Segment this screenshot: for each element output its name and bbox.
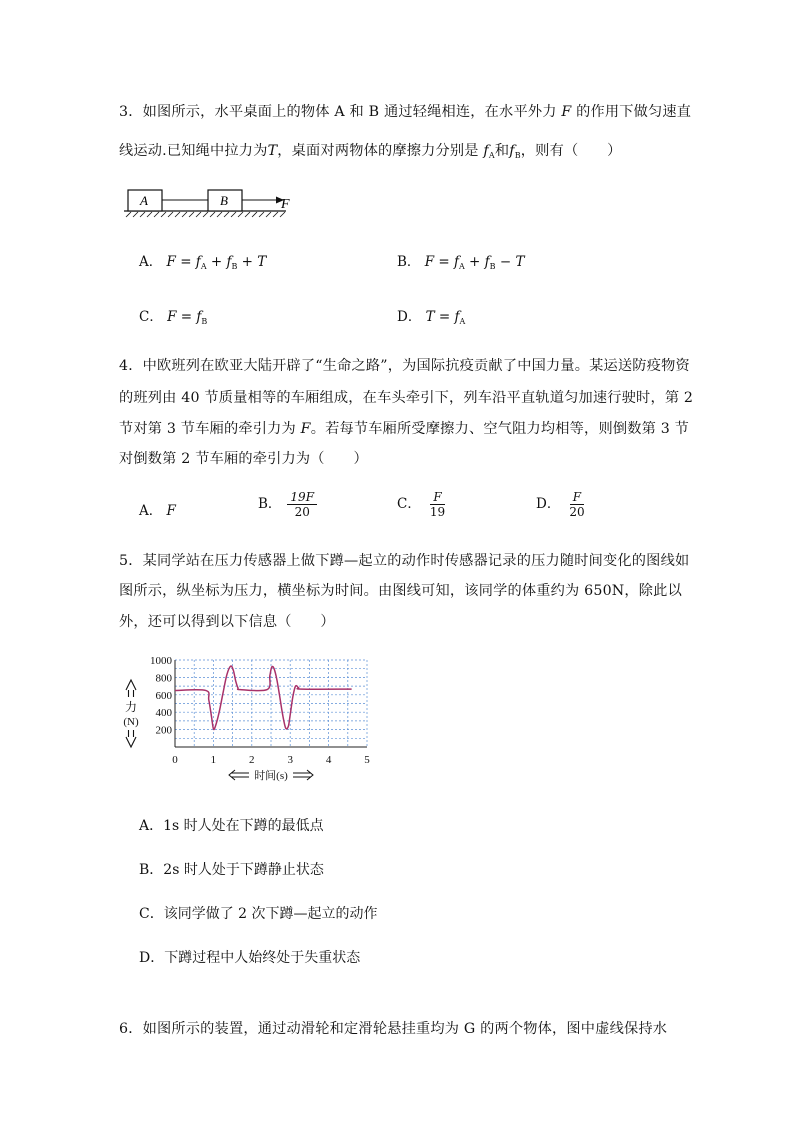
force-curve: [175, 666, 352, 730]
y-tick-label: 600: [155, 689, 172, 702]
x-tick-label: 1: [210, 754, 217, 766]
q4-option-a[interactable]: A． F: [139, 503, 176, 519]
q4-line-2: 的班列由 40 节质量相等的车厢组成，在车头牵引下，列车沿平直轨道匀加速行驶时，第 2: [119, 390, 694, 406]
q5-option-c[interactable]: C．该同学做了 2 次下蹲—起立的动作: [139, 906, 378, 922]
q3-option-a[interactable]: A． $F = f_A + f_B + T$: [139, 254, 267, 271]
x-tick-label: 3: [287, 754, 293, 766]
y-tick-label: 200: [155, 724, 172, 737]
q3-line-2: 线运动.已知绳中拉力为T，桌面对两物体的摩擦力分别是 $f_A$和$f_B$，则有（ ）: [119, 143, 622, 160]
q5-line-3: 外，还可以得到以下信息（ ）: [119, 614, 335, 630]
up-arrow-icon: [126, 680, 136, 697]
y-axis-label: 力: [124, 700, 138, 714]
q3-option-b[interactable]: B． $F = f_A + f_B - T$: [397, 254, 525, 271]
q3-figure: [118, 184, 308, 220]
left-arrow-icon: [229, 770, 249, 780]
q3-option-c[interactable]: C． $F = f_B$: [139, 309, 208, 326]
x-tick-label: 0: [172, 754, 178, 766]
y-tick-label: 1000: [150, 655, 172, 667]
q6-line-1: 6．如图所示的装置，通过动滑轮和定滑轮悬挂重均为 G 的两个物体，图中虚线保持水: [119, 1021, 668, 1037]
svg-text:B: B: [220, 193, 228, 208]
q4-line-4: 对倒数第 2 节车厢的牵引力为（ ）: [119, 451, 368, 467]
q5-option-b[interactable]: B．2s 时人处于下蹲静止状态: [139, 862, 324, 878]
q3-option-d[interactable]: D． $T = f_A$: [397, 309, 466, 326]
q4-line-1: 4．中欧班列在欧亚大陆开辟了“生命之路”，为国际抗疫贡献了中国力量。某运送防疫物资: [119, 358, 690, 374]
right-arrow-icon: [293, 770, 313, 780]
svg-text:A: A: [140, 193, 148, 208]
svg-text:F: F: [281, 197, 290, 212]
x-tick-label: 2: [249, 754, 255, 766]
y-tick-label: 400: [155, 707, 172, 720]
y-tick-label: 800: [155, 672, 172, 685]
q5-option-d[interactable]: D．下蹲过程中人始终处于失重状态: [139, 950, 361, 966]
q5-line-2: 图所示，纵坐标为压力，横坐标为时间。由图线可知，该同学的体重约为 650N，除此以: [119, 583, 682, 599]
force-time-chart: [115, 650, 385, 785]
q5-option-a[interactable]: A．1s 时人处在下蹲的最低点: [139, 818, 324, 834]
x-tick-label: 4: [325, 754, 332, 766]
down-arrow-icon: [126, 730, 136, 747]
q4-option-b[interactable]: B． $\frac{19F}{20}$: [258, 490, 317, 519]
q4-option-c[interactable]: C． $\frac{F}{19}$: [397, 490, 446, 519]
y-axis-unit: (N): [123, 716, 139, 728]
q4-option-d[interactable]: D． $\frac{F}{20}$: [536, 490, 585, 519]
q4-line-3: 节对第 3 节车厢的牵引力为 F。若每节车厢所受摩擦力、空气阻力均相等，则倒数第 3 节: [119, 421, 690, 437]
q5-line-1: 5．某同学站在压力传感器上做下蹲—起立的动作时传感器记录的压力随时间变化的图线如: [119, 553, 690, 569]
q3-line-1: 3．如图所示，水平桌面上的物体 A 和 B 通过轻绳相连，在水平外力 F 的作用下做匀速直: [119, 104, 692, 120]
x-axis-label: 时间(s): [254, 770, 288, 782]
x-tick-label: 5: [364, 754, 370, 766]
